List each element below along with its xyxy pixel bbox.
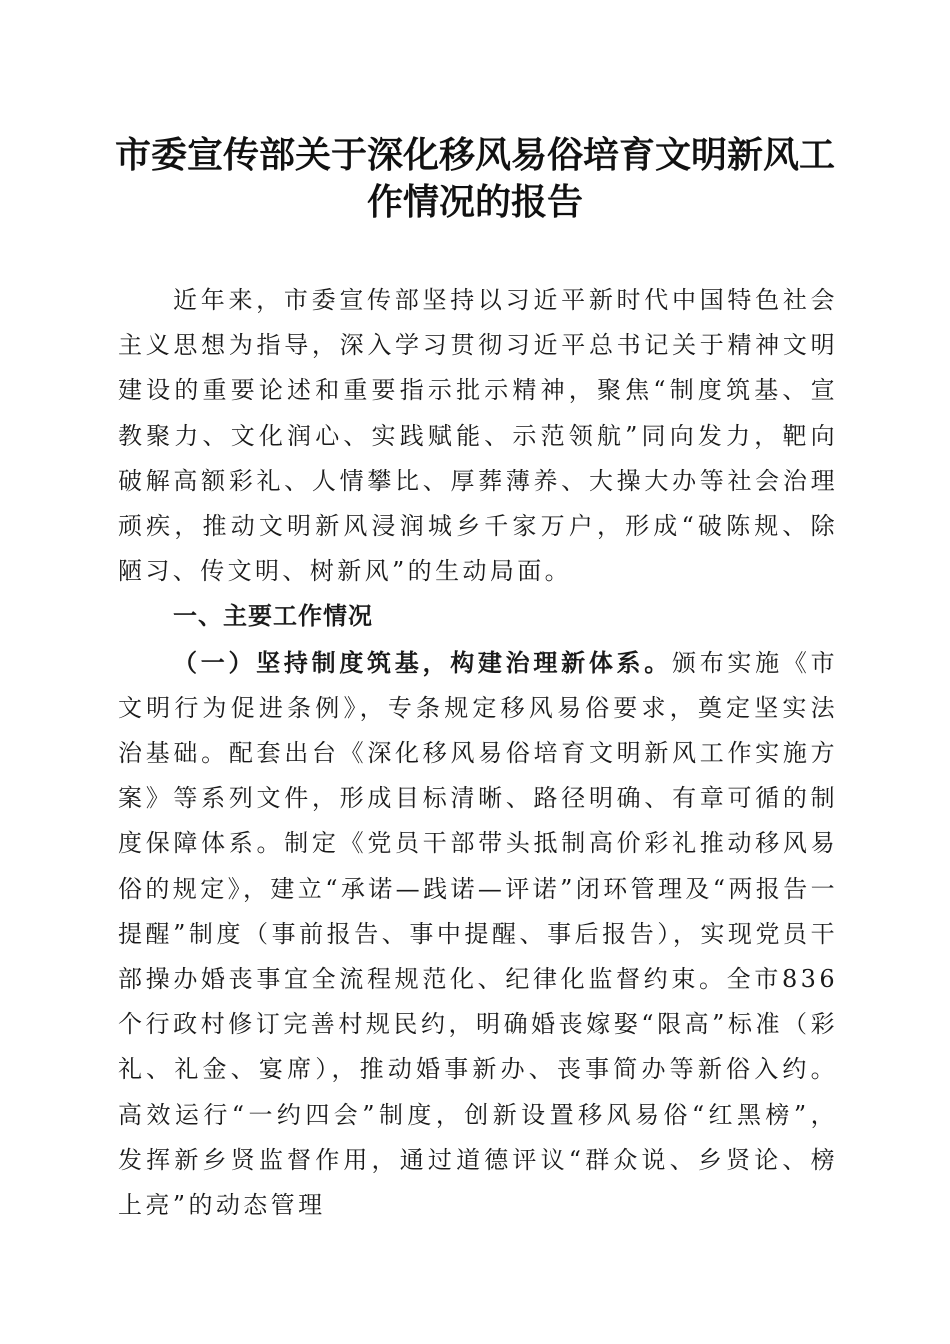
subsection-body: 颁布实施《市文明行为促进条例》，专条规定移风易俗要求，奠定坚实法治基础。配套出台《深化移风易俗培育文明新风工作实施方案》等系列文件，形成目标清晰、路径明确、有章可循的制度保障体系。制定《党员干部带头抵制高价彩礼推动移风易俗的规定》，建立“承诺—践诺—评诺”闭环管理及“两报告一提醒”制度（事前报告、事中提醒、事后报告），实现党员干部操办婚丧事宜全流程规范化、纪律化监督约束。全市836个行政村修订完善村规民约，明确婚丧嫁娶“限高”标准（彩礼、礼金、宴席），推动婚事新办、丧事简办等新俗入约。高效运行“一约四会”制度，创新设置移风易俗“红黑榜”，发挥新乡贤监督作用，通过道德评议“群众说、乡贤论、榜上亮”的动态管理 <box>118 648 839 1220</box>
document-title: 市委宣传部关于深化移风易俗培育文明新风工作情况的报告 <box>114 134 835 223</box>
document-body <box>118 278 838 1228</box>
intro-paragraph: 近年来，市委宣传部坚持以习近平新时代中国特色社会主义思想为指导，深入学习贯彻习近平总书记关于精神文明建设的重要论述和重要指示批示精神，聚焦“制度筑基、宣教聚力、文化润心、实践赋能、示范领航”同向发力，靶向破解高额彩礼、人情攀比、厚葬薄养、大操大办等社会治理顽疾，推动文明新风浸润城乡千家万户，形成“破陈规、除陋习、传文明、树新风”的生动局面。 <box>118 286 838 586</box>
subsection-paragraph <box>118 640 838 1229</box>
section-heading: 一、主要工作情况 <box>173 602 373 631</box>
subsection-lead: （一）坚持制度筑基，构建治理新体系。 <box>173 647 672 677</box>
